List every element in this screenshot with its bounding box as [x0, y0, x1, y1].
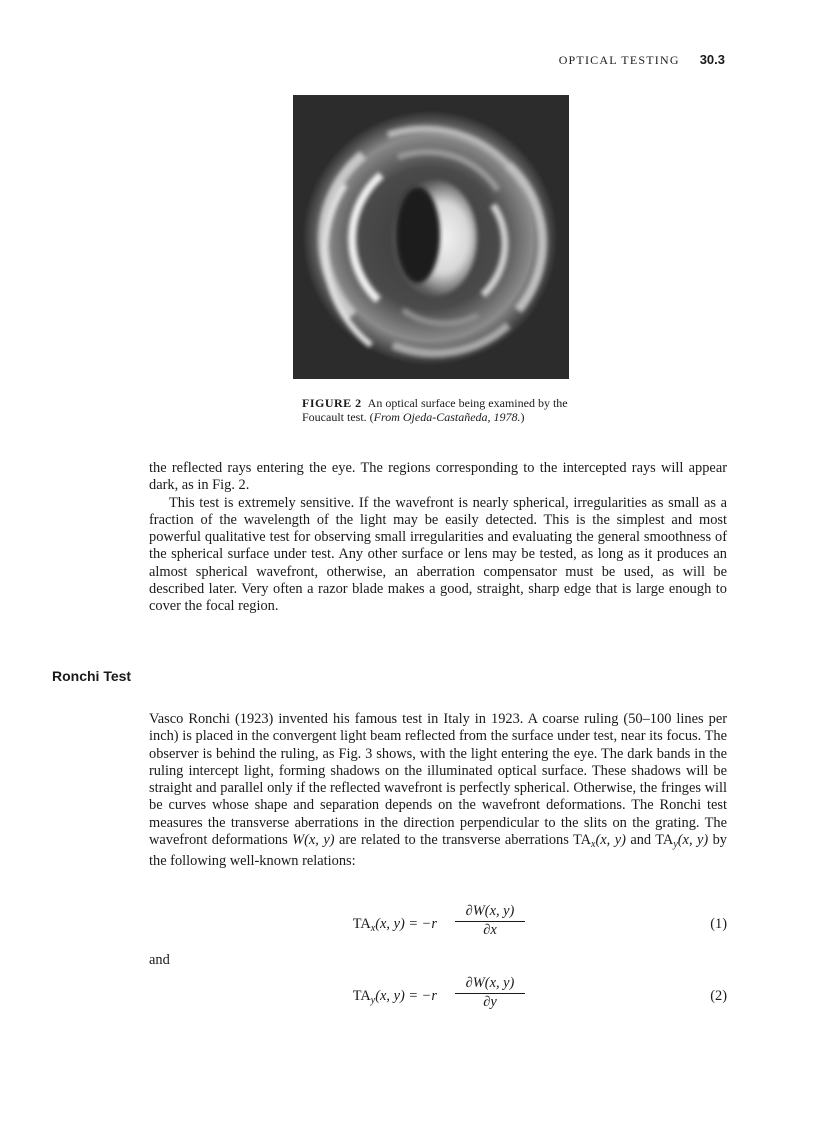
equation-number: (2)	[710, 988, 727, 1004]
equation-fraction: $\frac{\partial W(x, y)}{\partial y}$	[455, 975, 525, 1011]
equation-2	[149, 975, 727, 1019]
section-title: OPTICAL TESTING	[558, 53, 680, 67]
equation-fraction: $\frac{\partial W(x, y)}{\partial x}$	[455, 903, 525, 939]
running-head	[559, 52, 725, 68]
paragraph: Vasco Ronchi (1923) invented his famous test in Italy in 1923. A coarse ruling (50–100 lines per inch) is placed in the convergent light beam reflected from the surface under test, near its focus. The observer is behind the ruling, as Fig. 3 shows, with the light entering the eye. The dark bands in the ruling intercept light, forming shadows on the illuminated optical surface. These shadows will be straight and parallel only if the reflected wavefront is perfectly spherical. Otherwise, the fringes will be curves whose shape and separation depends on the wavefront deformations. The Ronchi test measures the transverse aberrations in the direction perpendicular to the slits on the grating. The wavefront deformations W(x, y) are related to the transverse aberrations $TA_x(x$, y) and $TA_y(x$, y) by the following well-known relations:	[149, 711, 727, 870]
section-heading: Ronchi Test	[52, 668, 132, 684]
page-number: 30.3	[699, 52, 725, 67]
equation-1	[149, 903, 727, 947]
equation-lhs: $TA_y(x$, y) = −r	[352, 988, 437, 1006]
ronchi-text	[149, 711, 727, 871]
equation-number: (1)	[710, 916, 727, 932]
foucault-test-photo	[293, 95, 569, 379]
foucault-text	[149, 460, 727, 616]
paragraph: This test is extremely sensitive. If the wavefront is nearly spherical, irregularities as small as a fraction of the wavelength of the light may be easily detected. This is the simplest and most powerful qualitative test for observing small irregularities and evaluating the general smoothness of the spherical surface under test. Any other surface or lens may be tested, as long as it produces an almost spherical wavefront, otherwise, an aberration compensator must be used, as will be described later. Very often a razor blade makes a good, straight, sharp edge that is large enough to cover the focal region.	[149, 494, 727, 615]
figure-caption	[302, 396, 602, 424]
caption-text: An optical surface being examined by the Foucault test. (	[302, 396, 568, 424]
caption-source: From Ojeda-Castañeda, 1978.	[373, 410, 521, 424]
figure-label: FIGURE 2	[302, 396, 362, 410]
caption-end: )	[520, 410, 525, 424]
connector-word: and	[149, 952, 170, 968]
paragraph: the reflected rays entering the eye. The regions corresponding to the intercepted rays will appear dark, as in Fig. 2.	[149, 460, 727, 494]
equation-lhs: $TA_x(x$, y) = −r	[352, 916, 437, 934]
